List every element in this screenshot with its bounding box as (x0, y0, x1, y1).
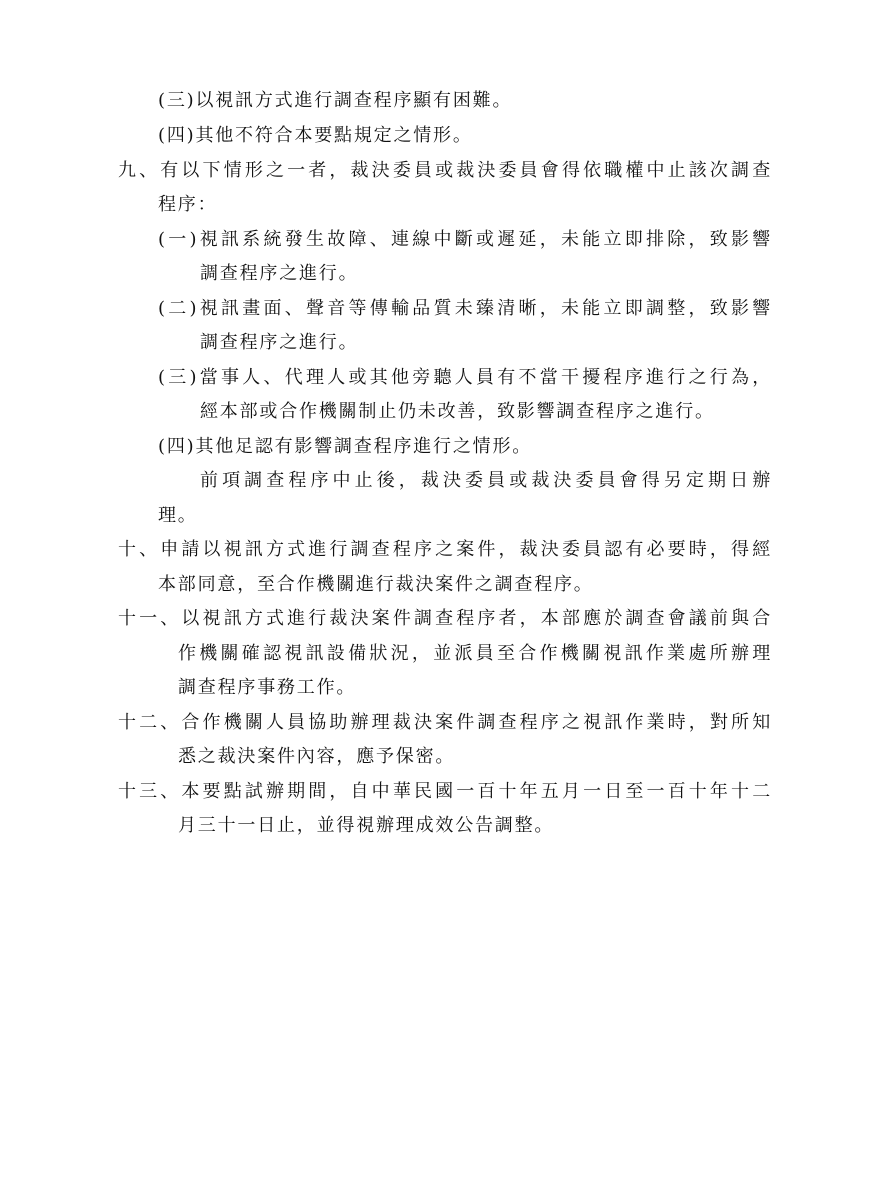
article-9-item-2: (二)視訊畫面、聲音等傳輸品質未臻清晰，未能立即調整，致影響 (158, 298, 772, 319)
article-11: 十一、以視訊方式進行裁決案件調查程序者，本部應於調查會議前與合 (118, 608, 772, 629)
article-13: 十三、本要點試辦期間，自中華民國一百十年五月一日至一百十年十二 (118, 781, 772, 802)
article-9-item-3-cont: 經本部或合作機關制止仍未改善，致影響調查程序之進行。 (200, 401, 715, 422)
article-9-paragraph-2: 前項調查程序中止後，裁決委員或裁決委員會得另定期日辦 (200, 470, 772, 491)
article-9-item-2-cont: 調查程序之進行。 (200, 332, 359, 353)
article-12-cont: 悉之裁決案件內容，應予保密。 (178, 746, 456, 767)
article-10: 十、申請以視訊方式進行調查程序之案件，裁決委員認有必要時，得經 (118, 539, 772, 560)
article-9-item-3: (三)當事人、代理人或其他旁聽人員有不當干擾程序進行之行為， (158, 367, 772, 388)
article-11-cont-1: 作機關確認視訊設備狀況，並派員至合作機關視訊作業處所辦理 (178, 643, 772, 664)
article-11-cont-2: 調查程序事務工作。 (178, 677, 357, 698)
item-4-noncompliance: (四)其他不符合本要點規定之情形。 (158, 125, 473, 146)
item-3-video-difficulty: (三)以視訊方式進行調查程序顯有困難。 (158, 90, 513, 111)
article-13-cont: 月三十一日止，並得視辦理成效公告調整。 (178, 815, 555, 836)
article-10-cont: 本部同意，至合作機關進行裁決案件之調查程序。 (158, 574, 594, 595)
article-9-heading-cont: 程序： (158, 194, 218, 215)
article-12: 十二、合作機關人員協助辦理裁決案件調查程序之視訊作業時，對所知 (118, 712, 772, 733)
article-9-item-1-cont: 調查程序之進行。 (200, 263, 359, 284)
article-9-item-4: (四)其他足認有影響調查程序進行之情形。 (158, 436, 533, 457)
article-9-heading: 九、有以下情形之一者，裁決委員或裁決委員會得依職權中止該次調查 (118, 160, 772, 181)
article-9-item-1: (一)視訊系統發生故障、連線中斷或遲延，未能立即排除，致影響 (158, 229, 772, 250)
article-9-paragraph-2-cont: 理。 (158, 505, 198, 526)
